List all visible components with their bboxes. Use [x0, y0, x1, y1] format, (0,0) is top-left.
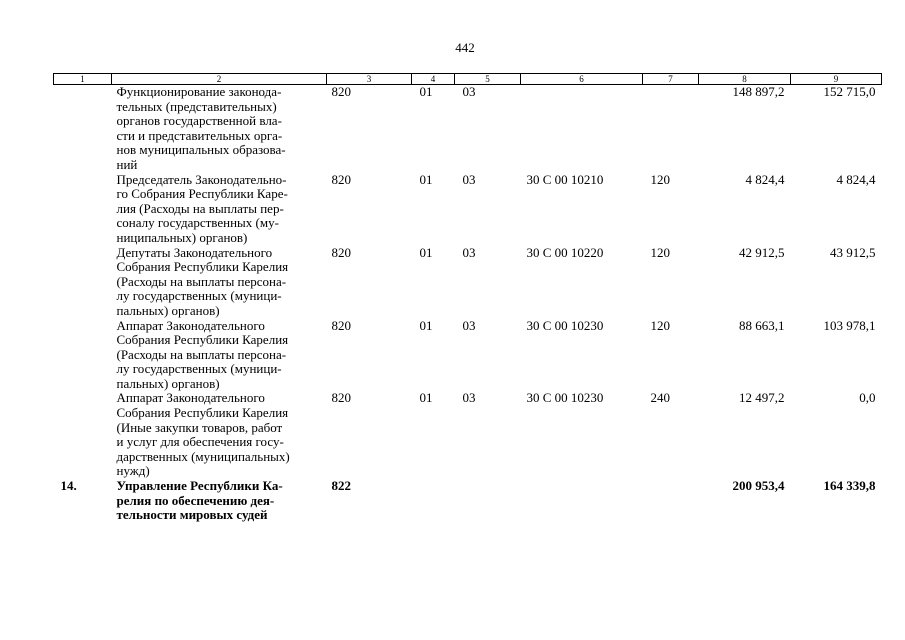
row-section-code [412, 479, 455, 523]
row-name-line: дарственных (муниципальных) [116, 448, 290, 464]
row-section-code: 01 [419, 390, 433, 406]
table-row [54, 85, 882, 173]
row-name-line: (Расходы на выплаты персона- [116, 273, 287, 289]
column-header-9: 9 [791, 74, 882, 85]
row-name-line: (Иные закупки товаров, работ [116, 419, 283, 435]
column-header-2: 2 [112, 74, 327, 85]
row-name-line: сти и представительных орга- [116, 127, 283, 143]
row-amount-year-1: 88 663,1 [739, 317, 785, 333]
row-name-line: Собрания Республики Карелия [116, 332, 289, 348]
row-subsection-code [455, 479, 521, 523]
row-section-code: 01 [419, 84, 433, 99]
column-number-row [54, 74, 882, 85]
row-name-line: тельных (представительных) [116, 98, 277, 114]
row-amount-year-2: 103 978,1 [823, 317, 876, 333]
row-amount-year-1: 4 824,4 [745, 171, 785, 187]
row-expense-type: 120 [650, 171, 670, 187]
column-header-5: 5 [455, 74, 521, 85]
row-name [112, 479, 327, 523]
row-name-line: Председатель Законодательно- [116, 171, 287, 187]
row-amount-year-1: 12 497,2 [739, 390, 785, 406]
row-number [54, 173, 112, 246]
row-ministry-code: 820 [331, 317, 351, 333]
row-name-line: (Расходы на выплаты персона- [116, 346, 287, 362]
row-name-line: пальных) органов) [116, 375, 220, 391]
row-name-line: Аппарат Законодательного [116, 317, 265, 333]
row-amount-year-1: 200 953,4 [732, 478, 785, 494]
row-name-line: го Собрания Республики Каре- [116, 186, 288, 202]
row-number [54, 319, 112, 392]
row-expense-type: 120 [650, 317, 670, 333]
row-number: 14. [60, 478, 77, 494]
table-row [54, 319, 882, 392]
row-section-code: 01 [419, 244, 433, 260]
row-number [54, 85, 112, 173]
row-expense-type [643, 85, 699, 173]
row-name-line: нужд) [116, 463, 150, 479]
row-amount-year-2: 164 339,8 [823, 478, 876, 494]
row-amount-year-2: 4 824,4 [836, 171, 876, 187]
row-subsection-code: 03 [462, 390, 476, 406]
budget-table [53, 73, 882, 523]
row-target-article: 30 С 00 10220 [526, 244, 604, 260]
row-name-line: лу государственных (муници- [116, 288, 282, 304]
row-target-article [521, 85, 643, 173]
row-target-article: 30 С 00 10230 [526, 317, 604, 333]
row-amount-year-2: 43 912,5 [830, 244, 876, 260]
row-name-line: ниципальных) органов) [116, 229, 248, 245]
row-section-code: 01 [419, 317, 433, 333]
row-subsection-code: 03 [462, 84, 476, 99]
row-name-line: соналу государственных (му- [116, 215, 279, 231]
column-header-1: 1 [54, 74, 112, 85]
row-ministry-code: 820 [331, 171, 351, 187]
row-amount-year-2: 152 715,0 [823, 84, 876, 99]
row-name [112, 85, 327, 173]
row-section-code: 01 [419, 171, 433, 187]
row-ministry-code: 820 [331, 390, 351, 406]
row-ministry-code: 820 [331, 84, 351, 99]
column-header-7: 7 [643, 74, 699, 85]
row-name-line: и услуг для обеспечения госу- [116, 434, 284, 450]
row-name-line: органов государственной вла- [116, 113, 282, 129]
row-name-line: тельности мировых судей [116, 507, 268, 523]
table-row [54, 173, 882, 246]
row-name-line: Собрания Республики Карелия [116, 405, 289, 421]
table-header [54, 74, 882, 85]
row-number [54, 246, 112, 319]
row-name-line: лу государственных (муници- [116, 361, 282, 377]
row-subsection-code: 03 [462, 244, 476, 260]
row-subsection-code: 03 [462, 317, 476, 333]
row-name-line: пальных) органов) [116, 302, 220, 318]
row-name [112, 391, 327, 479]
row-target-article: 30 С 00 10210 [526, 171, 604, 187]
row-name-line: Управление Республики Ка- [116, 478, 283, 494]
row-number [54, 391, 112, 479]
row-name [112, 173, 327, 246]
row-name-line: лия (Расходы на выплаты пер- [116, 200, 284, 216]
row-target-article: 30 С 00 10230 [526, 390, 604, 406]
column-header-4: 4 [412, 74, 455, 85]
row-expense-type [643, 479, 699, 523]
row-name [112, 319, 327, 392]
row-name [112, 246, 327, 319]
table-body [54, 85, 882, 523]
column-header-6: 6 [521, 74, 643, 85]
row-expense-type: 240 [650, 390, 670, 406]
row-name-line: нов муниципальных образова- [116, 142, 286, 158]
row-ministry-code: 822 [331, 478, 351, 494]
table-row [54, 246, 882, 319]
row-amount-year-2: 0,0 [859, 390, 876, 406]
row-name-line: Депутаты Законодательного [116, 244, 273, 260]
row-amount-year-1: 42 912,5 [739, 244, 785, 260]
row-name-line: Функционирование законода- [116, 84, 282, 99]
row-target-article [521, 479, 643, 523]
table-row [54, 391, 882, 479]
column-header-3: 3 [327, 74, 412, 85]
column-header-8: 8 [699, 74, 791, 85]
page-number: 442 [455, 40, 475, 55]
row-name-line: Собрания Республики Карелия [116, 259, 289, 275]
row-ministry-code: 820 [331, 244, 351, 260]
row-expense-type: 120 [650, 244, 670, 260]
row-subsection-code: 03 [462, 171, 476, 187]
row-name-line: Аппарат Законодательного [116, 390, 265, 406]
row-name-line: релия по обеспечению дея- [116, 492, 275, 508]
row-amount-year-1: 148 897,2 [732, 84, 785, 99]
row-name-line: ний [116, 156, 138, 172]
table-row [54, 479, 882, 523]
